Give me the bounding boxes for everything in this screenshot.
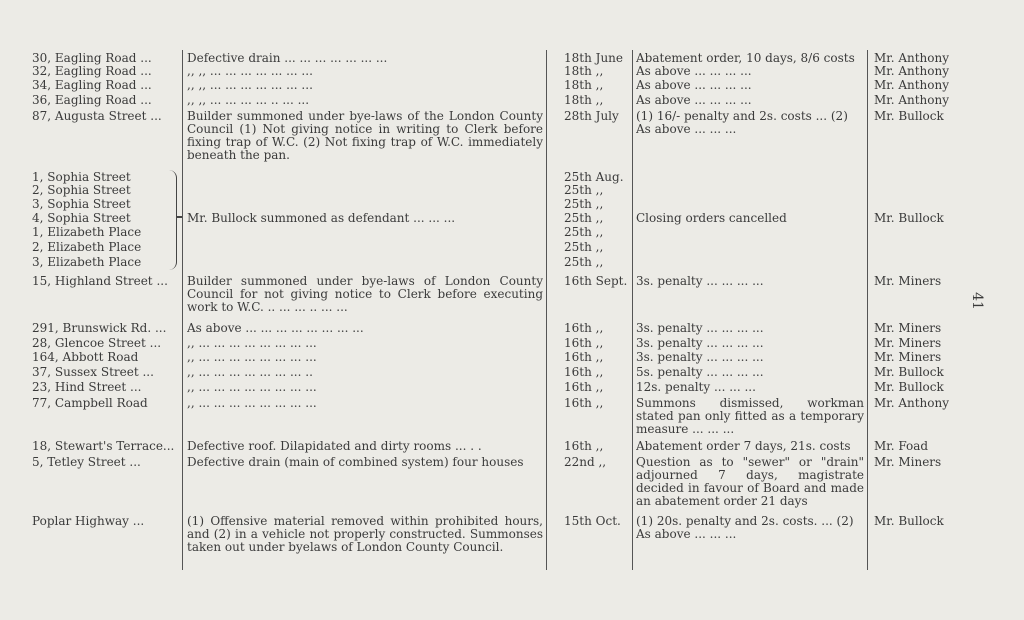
address-cell: 15, Highland Street ... [32, 275, 168, 288]
result-cell: 5s. penalty ... ... ... ... [636, 366, 764, 379]
address-cell: 5, Tetley Street ... [32, 456, 141, 469]
officer-cell: Mr. Bullock [874, 366, 944, 379]
address-cell: 2, Elizabeth Place [32, 241, 142, 254]
officer-cell: Mr. Bullock [874, 515, 944, 528]
offence-cell: Builder summoned under bye-laws of the London County Council (1) Not giving notice in writing to Clerk before fixing trap of W.C. (2) Not fixing trap of W.C. immediately beneath the pan. [187, 110, 543, 162]
date-cell: 25th ,, [564, 226, 604, 239]
date-cell: 16th ,, [564, 322, 604, 335]
column-rule [632, 50, 633, 570]
date-cell: 15th Oct. [564, 515, 621, 528]
date-cell: 25th ,, [564, 241, 604, 254]
date-cell: 18th ,, [564, 65, 604, 78]
date-cell: 25th ,, [564, 198, 604, 211]
column-rule [867, 50, 868, 570]
address-cell: 2, Sophia Street [32, 184, 131, 197]
officer-cell: Mr. Bullock [874, 110, 944, 123]
address-cell: 87, Augusta Street ... [32, 110, 162, 123]
officer-cell: Mr. Anthony [874, 79, 950, 92]
group-brace-tip [176, 216, 182, 218]
result-cell: Abatement order, 10 days, 8/6 costs [636, 52, 855, 65]
offence-cell: Defective drain ... ... ... ... ... ... ... [187, 52, 388, 65]
offence-cell: Defective roof. Dilapidated and dirty rooms ... . . [187, 440, 482, 453]
date-cell: 22nd ,, [564, 456, 607, 469]
offence-cell: ,, ... ... ... ... ... ... ... .. [187, 366, 313, 379]
officer-cell: Mr. Miners [874, 322, 942, 335]
offence-cell: ,, ,, ... ... ... ... ... ... ... [187, 79, 313, 92]
offence-cell: Defective drain (main of combined system) four houses [187, 456, 524, 469]
offence-cell: Builder summoned under bye-laws of London County Council for not giving notice to Clerk before executing work to W.C. .. ... ... .. ... ... [187, 275, 543, 314]
officer-cell: Mr. Anthony [874, 94, 950, 107]
result-cell: 3s. penalty ... ... ... ... [636, 322, 764, 335]
address-cell: 23, Hind Street ... [32, 381, 142, 394]
officer-cell: Mr. Bullock [874, 212, 944, 225]
date-cell: 25th ,, [564, 212, 604, 225]
result-cell: (1) 16/- penalty and 2s. costs ... (2) As above ... ... ... [636, 110, 848, 136]
result-cell: 3s. penalty ... ... ... ... [636, 351, 764, 364]
address-cell: 37, Sussex Street ... [32, 366, 154, 379]
date-cell: 25th ,, [564, 184, 604, 197]
address-cell: Poplar Highway ... [32, 515, 145, 528]
date-cell: 18th June [564, 52, 624, 65]
date-cell: 18th ,, [564, 94, 604, 107]
offence-cell: (1) Offensive material removed within prohibited hours, and (2) in a vehicle not properly constructed. Summonses taken out under byelaws of London County Council. [187, 515, 543, 554]
offence-cell: ,, ,, ... ... ... ... .. ... ... [187, 94, 310, 107]
address-cell: 36, Eagling Road ... [32, 94, 152, 107]
offence-cell: ,, ... ... ... ... ... ... ... ... [187, 381, 317, 394]
officer-cell: Mr. Bullock [874, 381, 944, 394]
date-cell: 16th ,, [564, 381, 604, 394]
result-cell: As above ... ... ... ... [636, 94, 752, 107]
date-cell: 25th Aug. [564, 171, 624, 184]
result-cell: 12s. penalty ... ... ... [636, 381, 756, 394]
address-cell: 18, Stewart's Terrace... [32, 440, 175, 453]
result-cell: As above ... ... ... ... [636, 79, 752, 92]
date-cell: 16th ,, [564, 397, 604, 410]
address-cell: 1, Elizabeth Place [32, 226, 142, 239]
officer-cell: Mr. Miners [874, 456, 942, 469]
column-rule [546, 50, 547, 570]
address-cell: 3, Elizabeth Place [32, 256, 142, 269]
address-cell: 28, Glencoe Street ... [32, 337, 162, 350]
date-cell: 28th July [564, 110, 619, 123]
address-cell: 1, Sophia Street [32, 171, 131, 184]
column-rule [182, 50, 183, 570]
officer-cell: Mr. Anthony [874, 65, 950, 78]
result-cell: Abatement order 7 days, 21s. costs [636, 440, 851, 453]
result-cell: 3s. penalty ... ... ... ... [636, 275, 764, 288]
date-cell: 16th ,, [564, 440, 604, 453]
address-cell: 291, Brunswick Rd. ... [32, 322, 167, 335]
address-cell: 30, Eagling Road ... [32, 52, 152, 65]
address-cell: 34, Eagling Road ... [32, 79, 152, 92]
offence-cell: ,, ... ... ... ... ... ... ... ... [187, 351, 317, 364]
address-cell: 164, Abbott Road [32, 351, 139, 364]
date-cell: 16th ,, [564, 351, 604, 364]
officer-cell: Mr. Foad [874, 440, 929, 453]
offence-cell: ,, ,, ... ... ... ... ... ... ... [187, 65, 313, 78]
address-cell: 4, Sophia Street [32, 212, 131, 225]
date-cell: 18th ,, [564, 79, 604, 92]
offence-cell: As above ... ... ... ... ... ... ... ... [187, 322, 364, 335]
date-cell: 16th ,, [564, 366, 604, 379]
officer-cell: Mr. Miners [874, 351, 942, 364]
date-cell: 16th Sept. [564, 275, 628, 288]
address-cell: 3, Sophia Street [32, 198, 131, 211]
officer-cell: Mr. Miners [874, 337, 942, 350]
offence-cell: Mr. Bullock summoned as defendant ... ... ... [187, 212, 456, 225]
address-cell: 77, Campbell Road [32, 397, 148, 410]
result-cell: As above ... ... ... ... [636, 65, 752, 78]
officer-cell: Mr. Miners [874, 275, 942, 288]
result-cell: 3s. penalty ... ... ... ... [636, 337, 764, 350]
address-cell: 32, Eagling Road ... [32, 65, 152, 78]
result-cell: (1) 20s. penalty and 2s. costs. ... (2) As above ... ... ... [636, 515, 854, 541]
group-brace [168, 170, 177, 270]
date-cell: 16th ,, [564, 337, 604, 350]
offence-cell: ,, ... ... ... ... ... ... ... ... [187, 337, 317, 350]
result-cell: Question as to "sewer" or "drain" adjourned 7 days, magistrate decided in favour of Board and made an abatement order 21 days [636, 456, 864, 508]
officer-cell: Mr. Anthony [874, 52, 950, 65]
date-cell: 25th ,, [564, 256, 604, 269]
offence-cell: ,, ... ... ... ... ... ... ... ... [187, 397, 317, 410]
result-cell: Closing orders cancelled [636, 212, 787, 225]
page-number: 41 [968, 292, 985, 310]
result-cell: Summons dismissed, workman stated pan only fitted as a temporary measure ... ... ... [636, 397, 864, 436]
officer-cell: Mr. Anthony [874, 397, 950, 410]
